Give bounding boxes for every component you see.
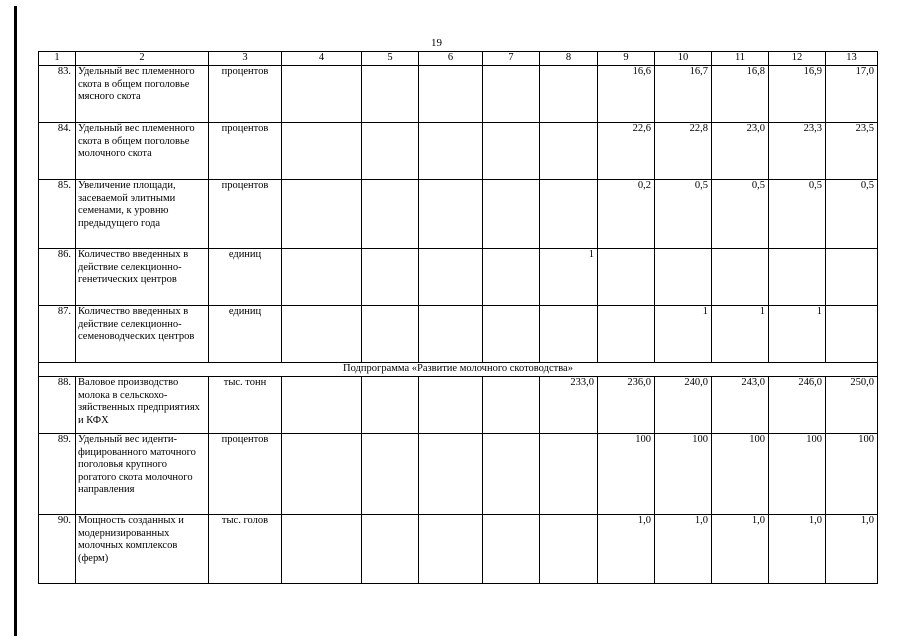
scan-edge-line <box>14 6 17 636</box>
row-number: 86. <box>39 249 76 306</box>
value-cell <box>419 66 483 123</box>
row-number: 83. <box>39 66 76 123</box>
indicator-name: Количество введенных в действие селекционно-семеноводческих центров <box>76 306 209 363</box>
indicator-name: Мощность созданных и модернизированных молочных комплексов (ферм) <box>76 515 209 584</box>
value-cell: 100 <box>712 434 769 515</box>
column-number-row <box>39 52 878 66</box>
row-number: 88. <box>39 377 76 434</box>
value-cell <box>282 66 362 123</box>
value-cell <box>362 249 419 306</box>
value-cell <box>540 434 598 515</box>
value-cell <box>282 123 362 180</box>
value-cell <box>483 434 540 515</box>
indicator-name: Удельный вес племенного скота в общем поголовье молочного скота <box>76 123 209 180</box>
value-cell <box>282 377 362 434</box>
column-header: 11 <box>712 52 769 66</box>
unit: процентов <box>209 180 282 249</box>
value-cell: 100 <box>598 434 655 515</box>
value-cell <box>483 180 540 249</box>
value-cell: 16,7 <box>655 66 712 123</box>
value-cell: 1,0 <box>769 515 826 584</box>
column-header: 13 <box>826 52 878 66</box>
row-number: 85. <box>39 180 76 249</box>
column-header: 1 <box>39 52 76 66</box>
unit: процентов <box>209 123 282 180</box>
value-cell <box>419 434 483 515</box>
value-cell <box>826 306 878 363</box>
value-cell <box>540 123 598 180</box>
value-cell: 0,5 <box>826 180 878 249</box>
value-cell <box>483 377 540 434</box>
value-cell <box>362 515 419 584</box>
value-cell: 0,2 <box>598 180 655 249</box>
column-header: 8 <box>540 52 598 66</box>
value-cell: 1 <box>769 306 826 363</box>
value-cell: 1 <box>712 306 769 363</box>
value-cell <box>362 434 419 515</box>
value-cell <box>362 66 419 123</box>
table-row <box>39 434 878 515</box>
indicator-name: Валовое производство молока в сельскохозяйственных предприятиях и КФХ <box>76 377 209 434</box>
subprogram-title: Подпрограмма «Развитие молочного скотоводства» <box>39 363 878 377</box>
table-row <box>39 306 878 363</box>
value-cell <box>362 377 419 434</box>
indicator-name: Количество введенных в действие селекционно-генетических центров <box>76 249 209 306</box>
value-cell: 23,0 <box>712 123 769 180</box>
column-header: 3 <box>209 52 282 66</box>
unit: тыс. голов <box>209 515 282 584</box>
value-cell <box>362 123 419 180</box>
value-cell: 0,5 <box>769 180 826 249</box>
value-cell: 23,5 <box>826 123 878 180</box>
value-cell <box>769 249 826 306</box>
row-number: 87. <box>39 306 76 363</box>
value-cell <box>540 66 598 123</box>
value-cell: 236,0 <box>598 377 655 434</box>
value-cell <box>483 66 540 123</box>
value-cell: 16,8 <box>712 66 769 123</box>
column-header: 6 <box>419 52 483 66</box>
value-cell: 0,5 <box>712 180 769 249</box>
value-cell: 16,9 <box>769 66 826 123</box>
indicators-table <box>38 51 878 584</box>
column-header: 9 <box>598 52 655 66</box>
value-cell: 250,0 <box>826 377 878 434</box>
value-cell <box>655 249 712 306</box>
table-row <box>39 515 878 584</box>
value-cell: 1,0 <box>826 515 878 584</box>
column-header: 12 <box>769 52 826 66</box>
value-cell <box>598 249 655 306</box>
value-cell <box>419 306 483 363</box>
value-cell: 240,0 <box>655 377 712 434</box>
column-header: 7 <box>483 52 540 66</box>
indicator-name: Увеличение площади, засеваемой элитными семенами, к уровню предыдущего года <box>76 180 209 249</box>
value-cell <box>540 306 598 363</box>
page-number: 19 <box>431 37 442 49</box>
value-cell: 16,6 <box>598 66 655 123</box>
value-cell <box>282 515 362 584</box>
value-cell <box>282 249 362 306</box>
value-cell: 1 <box>655 306 712 363</box>
column-header: 2 <box>76 52 209 66</box>
value-cell: 1,0 <box>655 515 712 584</box>
value-cell <box>419 515 483 584</box>
value-cell <box>362 180 419 249</box>
table-row <box>39 66 878 123</box>
value-cell: 22,6 <box>598 123 655 180</box>
value-cell: 100 <box>769 434 826 515</box>
row-number: 84. <box>39 123 76 180</box>
value-cell <box>483 515 540 584</box>
unit: процентов <box>209 434 282 515</box>
unit: процентов <box>209 66 282 123</box>
value-cell: 243,0 <box>712 377 769 434</box>
row-number: 89. <box>39 434 76 515</box>
value-cell: 0,5 <box>655 180 712 249</box>
value-cell <box>282 180 362 249</box>
value-cell: 23,3 <box>769 123 826 180</box>
column-header: 10 <box>655 52 712 66</box>
row-number: 90. <box>39 515 76 584</box>
value-cell <box>712 249 769 306</box>
value-cell <box>483 306 540 363</box>
indicator-name: Удельный вес идентифицированного маточного поголовья крупного рогатого скота молочного направления <box>76 434 209 515</box>
value-cell: 100 <box>655 434 712 515</box>
value-cell <box>540 515 598 584</box>
value-cell: 17,0 <box>826 66 878 123</box>
value-cell: 1,0 <box>712 515 769 584</box>
value-cell <box>282 306 362 363</box>
value-cell: 22,8 <box>655 123 712 180</box>
value-cell <box>419 123 483 180</box>
value-cell <box>362 306 419 363</box>
value-cell: 1,0 <box>598 515 655 584</box>
table-row <box>39 123 878 180</box>
indicator-name: Удельный вес племенного скота в общем поголовье мясного скота <box>76 66 209 123</box>
value-cell <box>419 180 483 249</box>
table-row <box>39 249 878 306</box>
value-cell: 233,0 <box>540 377 598 434</box>
value-cell: 246,0 <box>769 377 826 434</box>
value-cell <box>419 249 483 306</box>
value-cell: 1 <box>540 249 598 306</box>
value-cell <box>483 123 540 180</box>
value-cell <box>826 249 878 306</box>
value-cell <box>483 249 540 306</box>
value-cell: 100 <box>826 434 878 515</box>
table-row <box>39 377 878 434</box>
unit: единиц <box>209 249 282 306</box>
table-row <box>39 180 878 249</box>
subprogram-row <box>39 363 878 377</box>
value-cell <box>598 306 655 363</box>
column-header: 5 <box>362 52 419 66</box>
column-header: 4 <box>282 52 362 66</box>
value-cell <box>282 434 362 515</box>
value-cell <box>419 377 483 434</box>
unit: тыс. тонн <box>209 377 282 434</box>
unit: единиц <box>209 306 282 363</box>
value-cell <box>540 180 598 249</box>
